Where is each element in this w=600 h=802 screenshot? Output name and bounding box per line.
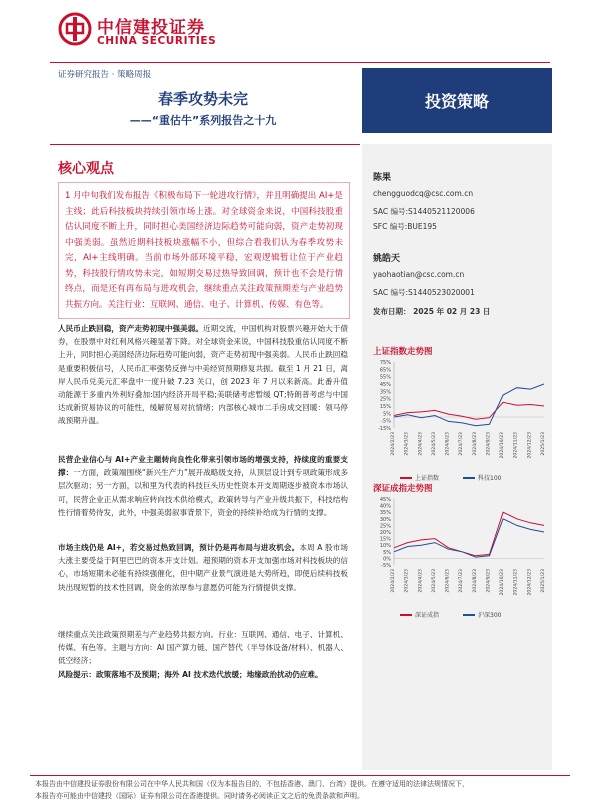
body-paragraph <box>58 322 348 428</box>
y-tick-label: 35% <box>379 510 391 517</box>
legend-swatch <box>463 614 475 616</box>
company-logo-icon <box>58 12 92 46</box>
legend-swatch <box>400 477 412 479</box>
x-tick-label: 2024/12/23 <box>527 432 533 459</box>
x-tick-label: 2024/3/23 <box>404 569 410 593</box>
y-tick-label: -5% <box>381 563 391 569</box>
paragraph-lead: 风险提示： <box>58 670 96 679</box>
x-tick-label: 2024/10/23 <box>500 569 506 596</box>
report-type: 证券研究报告 · 策略周报 <box>58 70 152 80</box>
x-tick-label: 2024/6/23 <box>445 432 451 456</box>
y-tick-label: 20% <box>379 530 391 536</box>
analyst-sac: SAC 编号:S1440523020001 <box>373 288 475 297</box>
legend-label: 深证成指 <box>415 612 440 619</box>
paragraph-text: 近期交流，中国机构对股票兴趣开始大于债券，在股票中对红利风格兴趣显著下降。对全球资金来说，中国科技股重估认同度不断上升，同时担心美国经济边际趋势可能向弱，资产走势初现中强美弱。人民币止跌回稳是重要积极信号，人民币汇率强势反弹与中美经贸预期修复共振。截至 1 月 21 日，离岸人民币兑美元汇率盘中一度升破 7.23 关口，创 2023 年 7 月以来新高。此番升值动能源于多重内外利好叠加:国内经济开局平稳;美联储考虑暂缓 QT;特朗普考虑与中国达成新贸易协议的可能性，缓解贸易对抗情绪；内部核心城市二手房成交回暖：领马停战预期升温。 <box>58 324 349 426</box>
company-name-en: CHINA SECURITIES <box>97 35 217 47</box>
x-tick-label: 2024/8/23 <box>472 432 478 456</box>
x-tick-label: 2024/9/23 <box>486 569 492 593</box>
section-title: 核心观点 <box>58 161 114 177</box>
y-tick-label: 10% <box>379 543 391 550</box>
analyst-sfc: SFC 编号:BUE195 <box>373 222 437 231</box>
legend-item <box>463 610 501 619</box>
y-tick-label: 45% <box>379 382 391 388</box>
key-points-text: 1 月中旬我们发布报告《积极布局下一轮进攻行情》，并且明确提出 AI+是主线；此后科技板块持续引领市场上涨。对全球资金来说，中国科技股重估认同度不断上升，同时担心美国经济边际趋势可能向弱，资产走势初现中强美弱。虽然近期科技板块涨幅不小，但综合看我们认为春季攻势未完，AI+主线明确。当前市场外部环境平稳，宏观逻辑暂让位于产业趋势，科技股行情攻势未完，如短期交易过热导致回调，预计也不会是行情终点，而是还有再布局与进攻机会，继续重点关注政策预期差与产业趋势共振方向。关注行业：互联网、通信、电子、计算机、传媒、有色等。 <box>65 191 343 310</box>
footer-divider <box>30 775 570 776</box>
x-tick-label: 2024/11/23 <box>513 569 519 596</box>
y-tick-label: 45% <box>379 497 391 503</box>
chart-title: 深证成指走势图 <box>373 484 433 494</box>
legend-item <box>400 610 439 619</box>
y-tick-label: -15% <box>378 426 391 432</box>
x-tick-label: 2024/6/23 <box>445 569 451 593</box>
legend-item <box>463 473 501 482</box>
legend-label: 上证指数 <box>415 475 440 482</box>
x-tick-label: 2024/3/23 <box>404 432 410 456</box>
key-points-box <box>58 182 350 319</box>
y-tick-label: 0% <box>383 556 391 563</box>
company-name-cn: 中信建投证券 <box>97 18 205 38</box>
x-tick-label: 2024/11/23 <box>513 432 519 459</box>
analyst-name: 陈果 <box>373 173 392 183</box>
y-tick-label: 35% <box>379 389 391 396</box>
paragraph-lead: 人民币止跌回稳，资产走势初现中强美弱。 <box>58 324 204 333</box>
analyst-name: 姚皓天 <box>373 254 401 264</box>
category-label: 投资策略 <box>424 92 489 111</box>
shenzhen-index-chart <box>368 493 548 603</box>
series-line <box>394 519 544 557</box>
x-tick-label: 2025/1/23 <box>541 432 546 456</box>
paragraph-text: 本周 A 股市场大涨主要受益于阿里巴巴的资本开支计划。超预期的资本开支加强市场对科技板块的信心，市场短期未必能有持续强催化，但中期产业景气演进是大势所趋，即使后续科技板块出现短暂的技术性回调，资金的浓厚参与意愿仍可能为行情提供支撑。 <box>58 543 348 592</box>
shanghai-index-chart <box>368 356 548 466</box>
y-tick-label: 25% <box>379 523 391 530</box>
report-title: 春季攻势未完 <box>157 90 248 108</box>
chart-legend <box>400 610 540 619</box>
body-paragraph <box>58 541 348 594</box>
x-tick-label: 2024/5/23 <box>431 569 437 593</box>
legend-label: 沪深300 <box>478 612 502 619</box>
paragraph-lead: 市场主线仍是 AI+，若交易过热致回调，预计仍是再布局与进攻机会。 <box>58 543 300 552</box>
disclaimer-line: 本报告由中信建投证券股份有限公司在中华人民共和国（仅为本报告目的，不包括香港、澳门、台湾）提供。在遵守适用的法律法规情况下， <box>35 780 469 788</box>
analyst-email[interactable]: yaohaotian@csc.com.cn <box>373 270 465 279</box>
x-tick-label: 2024/2/23 <box>391 432 396 456</box>
paragraph-lead: 民营企业信心与 AI+产业主题转向良性化带来引领市场的增强支持，持续度的重要支撑： <box>58 455 348 478</box>
y-tick-label: 75% <box>379 360 391 366</box>
chart-legend <box>400 473 540 482</box>
analyst-email[interactable]: chengguodcq@csc.com.cn <box>373 189 474 198</box>
legend-item <box>400 473 439 482</box>
y-tick-label: 5% <box>383 549 391 556</box>
chart-title: 上证指数走势图 <box>373 347 433 357</box>
y-tick-label: 5% <box>383 411 391 418</box>
category-banner <box>362 68 552 133</box>
paragraph-text: 继续重点关注政策预期差与产业趋势共振方向。行业：互联网、通信、电子、计算机、传媒、有色等。主题与方向：AI 国产算力链、国产替代（半导体设备/材料）、机器人、低空经济； <box>58 630 348 666</box>
legend-label: 科技100 <box>478 475 502 482</box>
y-tick-label: 65% <box>379 367 391 374</box>
body-paragraph <box>58 453 348 519</box>
publish-date: 发布日期： 2025 年 02 月 23 日 <box>373 307 491 316</box>
y-tick-label: 25% <box>379 396 391 403</box>
y-tick-label: 55% <box>379 374 391 381</box>
x-tick-label: 2024/7/23 <box>459 432 465 456</box>
paragraph-text: 一方面，政策端围绕“新兴生产力”展开战略级支持，从顶层设计到专项政策形成多层次驱动；另一方面，以和里为代表的科技巨头历史性资本开支周期逐步被资本市场认可，民营企业正从需求响应转向技术供给模式，政策转导与产业升级共振下，科技结构性行情着势待发，此外，中强美弱叙事背景下，资金的持续补给成为行情的支撑。 <box>58 468 348 517</box>
y-tick-label: 30% <box>379 516 391 523</box>
series-line <box>394 512 544 556</box>
risk-warning <box>58 668 348 681</box>
body-paragraph <box>58 628 348 668</box>
disclaimer <box>35 778 575 802</box>
analyst-sac: SAC 编号:S1440521120006 <box>373 207 475 216</box>
main-divider <box>50 144 360 145</box>
x-tick-label: 2024/9/23 <box>486 432 492 456</box>
x-tick-label: 2024/7/23 <box>459 569 465 593</box>
legend-swatch <box>463 477 475 479</box>
paragraph-text: 政策落地不及预期；海外 AI 技术迭代放缓；地缘政治扰动仍应难。 <box>95 670 323 679</box>
x-tick-label: 2024/5/23 <box>431 432 437 456</box>
legend-swatch <box>400 614 412 616</box>
y-tick-label: 15% <box>379 404 391 410</box>
y-tick-label: 15% <box>379 536 391 543</box>
x-tick-label: 2024/4/23 <box>418 432 424 456</box>
y-tick-label: -5% <box>381 418 391 425</box>
report-subtitle: ——“重估牛”系列报告之十九 <box>129 114 277 127</box>
x-tick-label: 2024/10/23 <box>500 432 506 459</box>
x-tick-label: 2025/1/23 <box>541 569 546 593</box>
x-tick-label: 2024/2/23 <box>391 569 396 593</box>
x-tick-label: 2024/8/23 <box>472 569 478 593</box>
y-tick-label: 40% <box>379 503 391 510</box>
disclaimer-line: 本报告亦可能由中信建投（国际）证券有限公司在香港提供。同时请务必阅读正文之后的免责条款和声明。 <box>35 792 364 800</box>
header-divider <box>50 62 550 63</box>
x-tick-label: 2024/4/23 <box>418 569 424 593</box>
x-tick-label: 2024/12/23 <box>527 569 533 596</box>
